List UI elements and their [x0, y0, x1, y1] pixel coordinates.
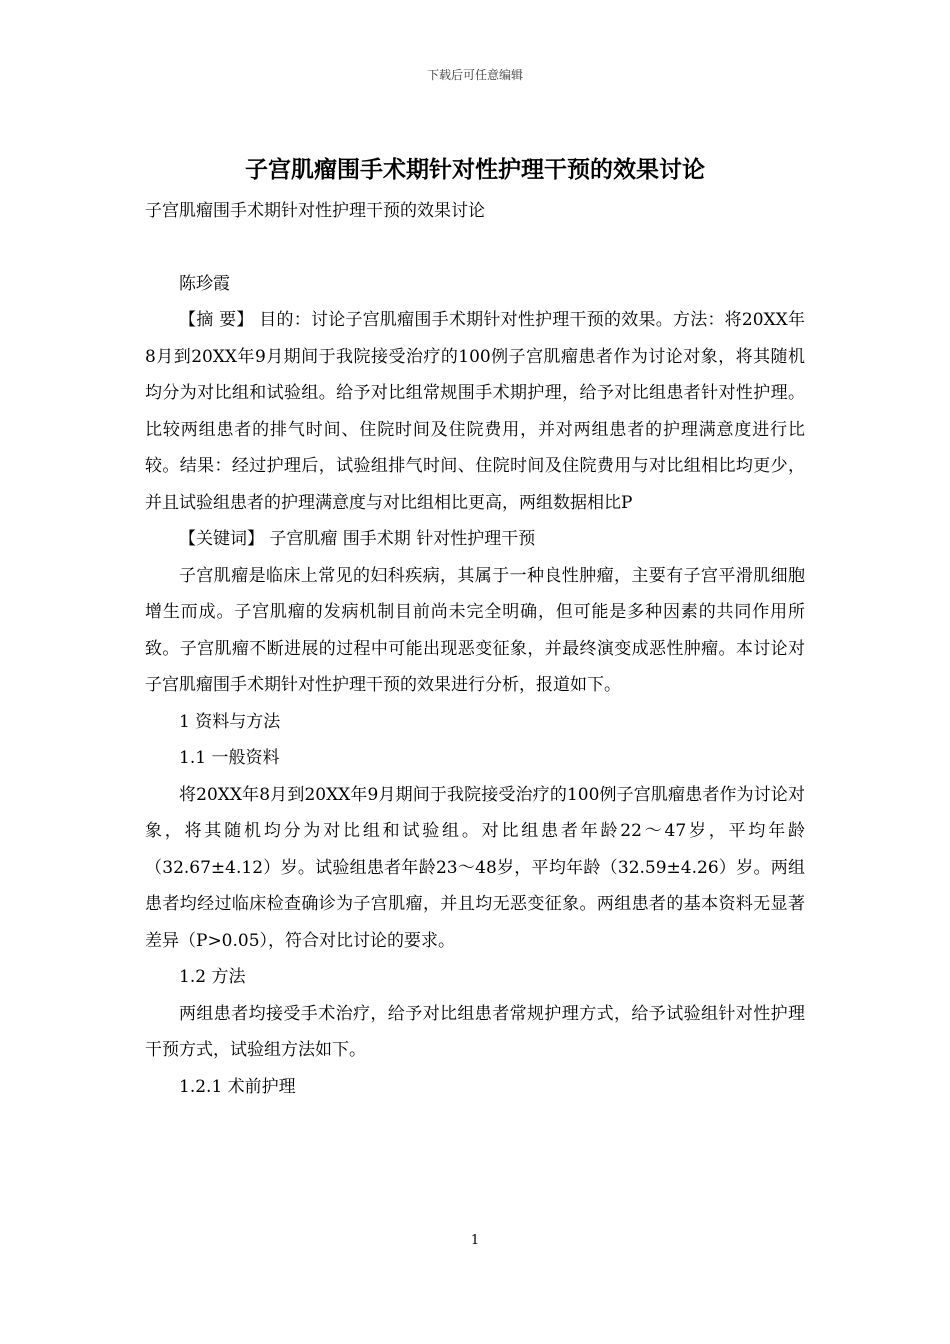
keywords-label: 【关键词】 — [179, 529, 264, 549]
intro-paragraph: 子宫肌瘤是临床上常见的妇科疾病，其属于一种良性肿瘤，主要有子宫平滑肌细胞增生而成。子宫肌瘤的发病机制目前尚未完全明确，但可能是多种因素的共同作用所致。子宫肌瘤不断进展的过程中可能出现恶变征象，并最终演变成恶性肿瘤。本讨论对子宫肌瘤围手术期针对性护理干预的效果进行分析，报道如下。 — [145, 565, 805, 695]
general-data-paragraph: 将20XX年8月到20XX年9月期间于我院接受治疗的100例子宫肌瘤患者作为讨论对象，将其随机均分为对比组和试验组。对比组患者年龄22～47岁，平均年龄（32.67±4.12）岁。试验组患者年龄23～48岁，平均年龄（32.59±4.26）岁。两组患者均经过临床检查确诊为子宫肌瘤，并且均无恶变征象。两组患者的基本资料无显著差异（P>0.05），符合对比讨论的要求。 — [145, 784, 805, 951]
subsection-heading: 1.2 方法 — [179, 967, 246, 987]
page-header: 下载后可任意编辑 — [426, 68, 523, 82]
subtitle: 子宫肌瘤围手术期针对性护理干预的效果讨论 — [145, 201, 485, 221]
page-number: 1 — [470, 1233, 480, 1248]
abstract-text: 目的：讨论子宫肌瘤围手术期针对性护理干预的效果。方法：将20XX年8月到20XX年9月期间于我院接受治疗的100例子宫肌瘤患者作为讨论对象，将其随机均分为对比组和试验组。给予对比组常规围手术期护理，给予对比组患者针对性护理。比较两组患者的排气时间、住院时间及住院费用，并对两组患者的护理满意度进行比较。结果：经过护理后，试验组排气时间、住院时间及住院费用与对比组相比均更少，并且试验组患者的护理满意度与对比组相比更高，两组数据相比P — [145, 310, 806, 513]
method-paragraph: 两组患者均接受手术治疗，给予对比组患者常规护理方式，给予试验组针对性护理干预方式，试验组方法如下。 — [145, 1003, 805, 1060]
author-name: 陈珍霞 — [179, 273, 230, 294]
page-title: 子宫肌瘤围手术期针对性护理干预的效果讨论 — [245, 156, 705, 183]
abstract-paragraph — [145, 302, 805, 521]
subsection-heading: 1.1 一般资料 — [179, 748, 280, 768]
blank-line — [145, 230, 805, 266]
keywords-text: 子宫肌瘤 围手术期 针对性护理干预 — [264, 529, 536, 549]
section-heading: 1 资料与方法 — [179, 711, 281, 732]
document-body — [145, 193, 805, 1105]
keywords-paragraph — [145, 521, 805, 558]
subsubsection-heading: 1.2.1 术前护理 — [179, 1076, 296, 1097]
abstract-label: 【摘 要】 — [179, 310, 254, 330]
